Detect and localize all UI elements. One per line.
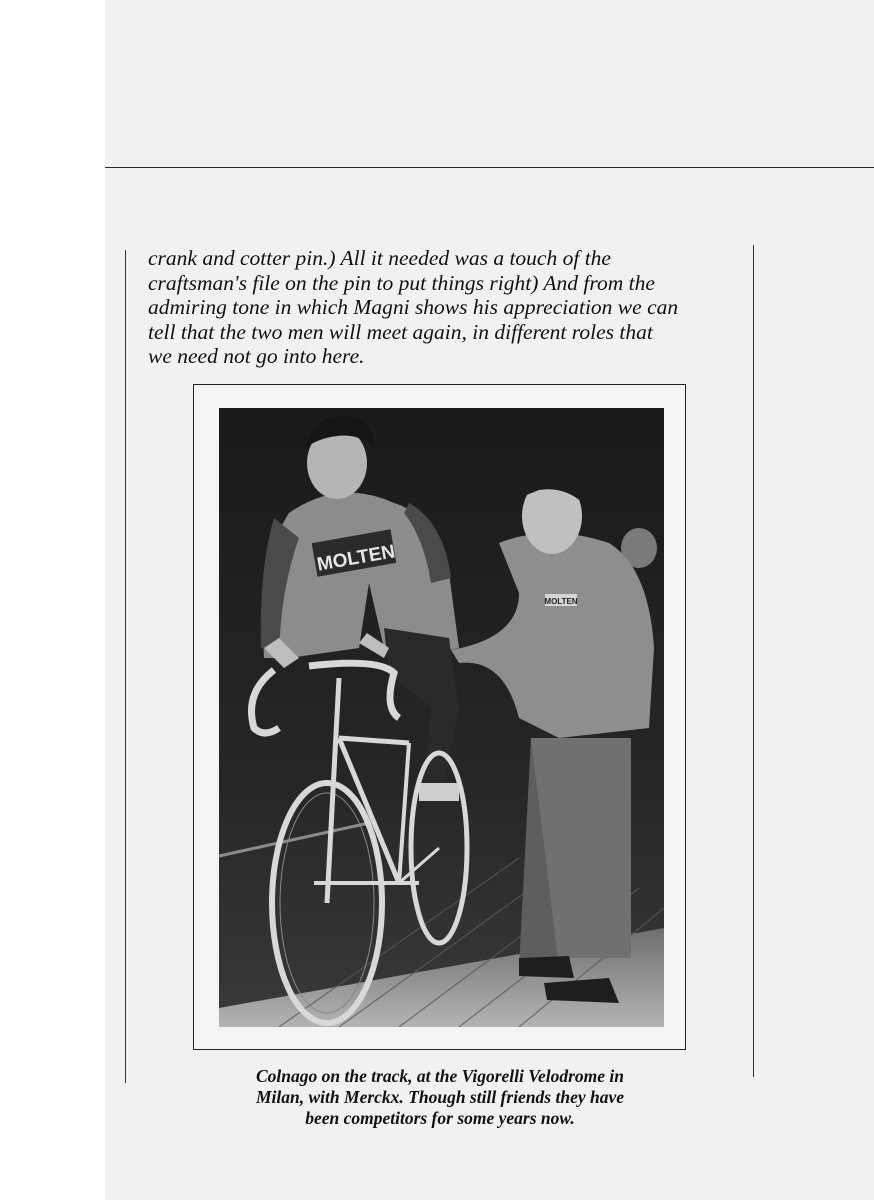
body-line: we need not go into here. [148,344,365,368]
photo-caption [200,1066,680,1129]
jersey-logo-text: MOLTEN [315,541,397,576]
body-line: admiring tone in which Magni shows his appreciation we can [148,295,679,319]
body-line: craftsman's file on the pin to put things right) And from the [148,270,655,295]
header-rule [105,167,874,168]
body-paragraph [148,246,748,369]
left-column-rule [125,250,126,1083]
body-line: crank and cotter pin.) All it needed was a touch of the [148,246,611,270]
caption-line: Milan, with Merckx. Though still friends they have [255,1087,625,1107]
photograph-colnago-merckx [219,408,664,1027]
right-column-rule [753,245,754,1077]
jacket-badge-text: MOLTEN [544,597,578,606]
caption-line: Colnago on the track, at the Vigorelli Velodrome in [255,1066,625,1086]
body-line: tell that the two men will meet again, in different roles that [148,319,653,344]
caption-line: been competitors for some years now. [305,1108,575,1128]
